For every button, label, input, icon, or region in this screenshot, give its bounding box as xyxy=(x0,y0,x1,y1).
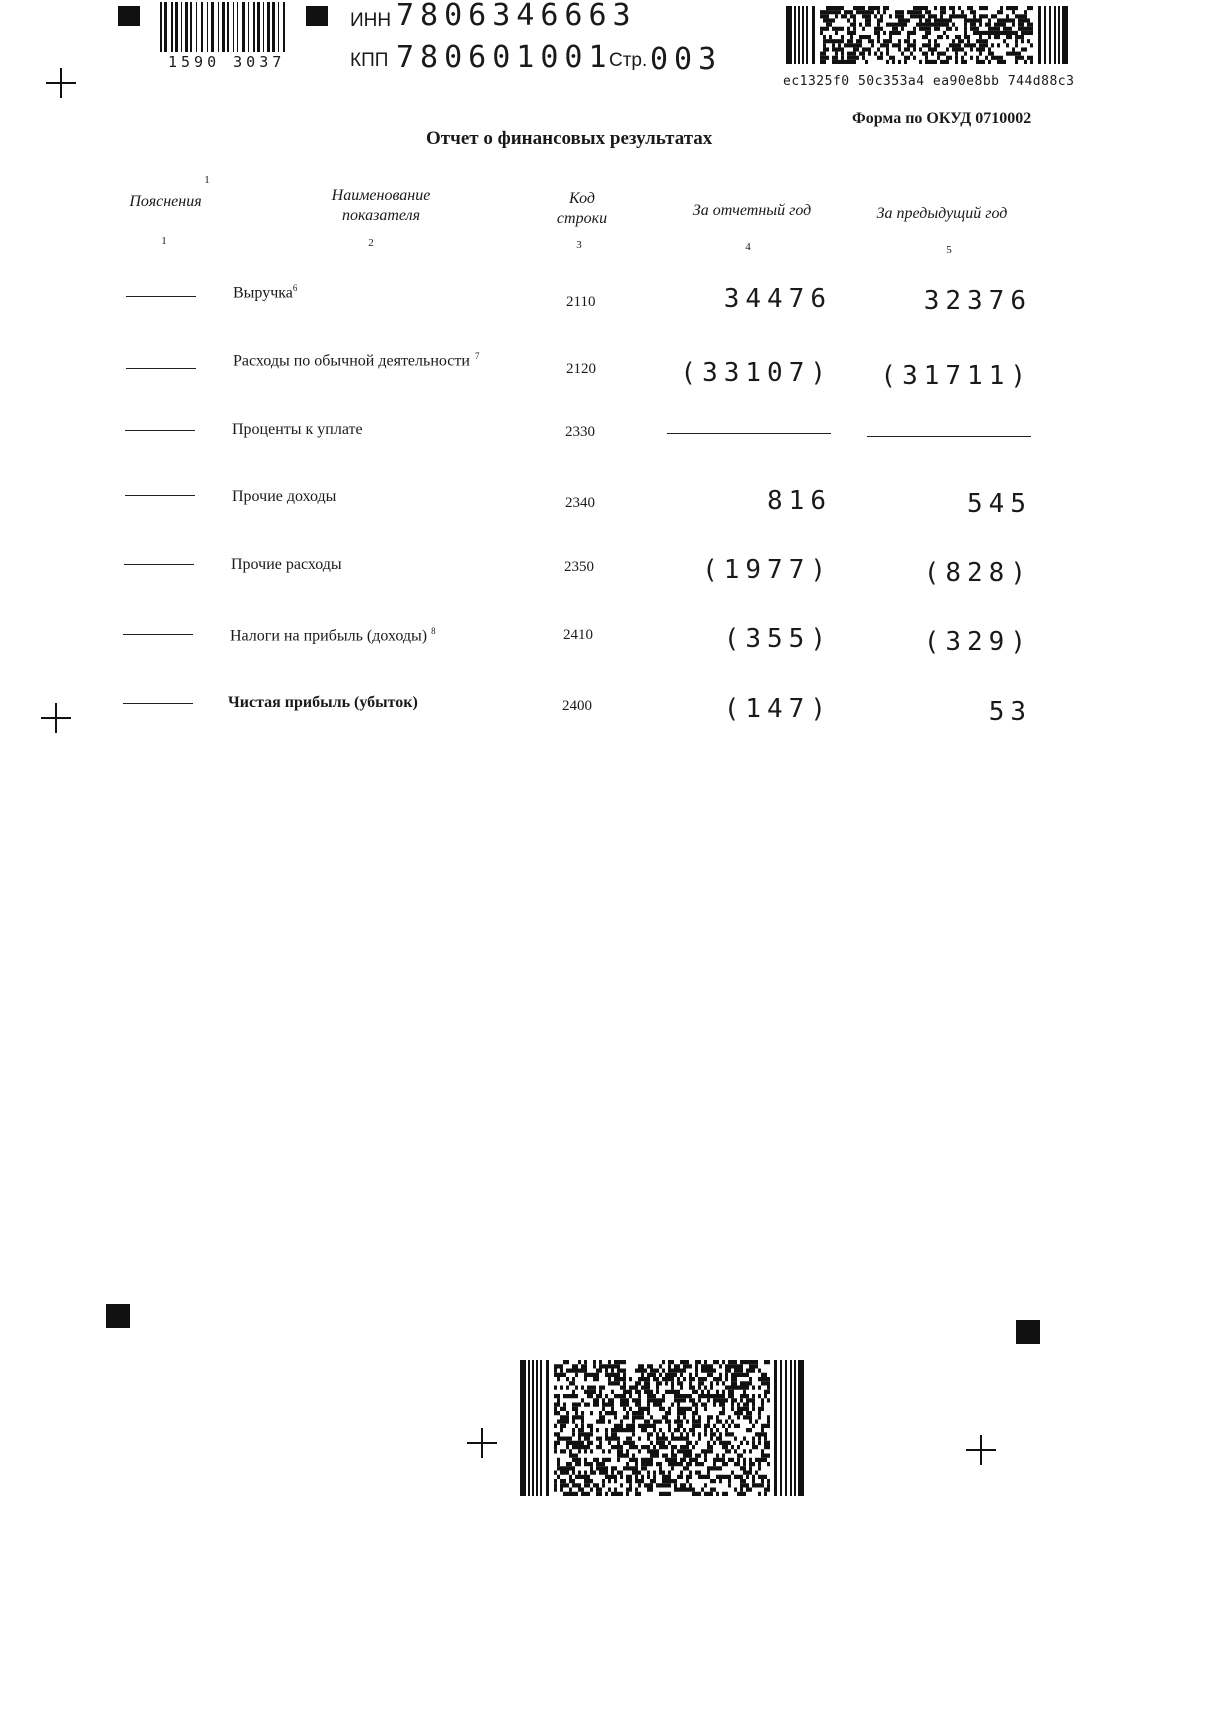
row-name-other-expenses: Прочие расходы xyxy=(231,556,342,573)
col-current-year-header: За отчетный год xyxy=(692,202,812,219)
row-previous-value: (828) xyxy=(923,558,1032,588)
row-current-value: (1977) xyxy=(702,555,832,585)
linear-barcode-top xyxy=(160,2,287,52)
footnote-marker: 6 xyxy=(292,283,298,293)
row-code: 2340 xyxy=(565,495,595,511)
inn-label: ИНН xyxy=(350,10,392,31)
row-current-value: (355) xyxy=(723,624,832,654)
pdf417-barcode-top xyxy=(786,6,1068,64)
row-current-value: 816 xyxy=(767,486,832,516)
row-code: 2110 xyxy=(566,294,596,310)
row-previous-value: 545 xyxy=(967,489,1032,519)
row-previous-value: 32376 xyxy=(923,286,1032,316)
document-hash: ec1325f0 50c353a4 ea90e8bb 744d88c3 xyxy=(783,74,1075,89)
barcode-number: 1590 3037 xyxy=(168,53,286,71)
explanation-dash xyxy=(125,430,195,431)
footnote-marker: 7 xyxy=(474,351,480,361)
explanation-dash xyxy=(126,368,196,369)
explanation-dash xyxy=(124,564,194,565)
row-previous-value: (329) xyxy=(923,627,1032,657)
row-name-net-profit: Чистая прибыль (убыток) xyxy=(228,694,418,711)
col-number-4: 4 xyxy=(745,241,751,253)
row-name-ordinary-expenses: Расходы по обычной деятельности $^7$ xyxy=(233,351,480,370)
crosshair-mark-top-left xyxy=(46,68,76,98)
col-number-2: 2 xyxy=(368,237,374,249)
row-code: 2410 xyxy=(563,627,593,643)
alignment-square-top-mid xyxy=(306,6,328,26)
report-title: Отчет о финансовых результатах xyxy=(426,128,713,149)
row-code: 2330 xyxy=(565,424,595,440)
col-explanations-label: Пояснения xyxy=(129,193,202,210)
explanation-dash xyxy=(123,703,193,704)
page-label: Стр. xyxy=(609,50,648,71)
col-number-1: 1 xyxy=(161,235,167,247)
footnote-marker: 8 xyxy=(431,626,436,636)
row-current-value: (147) xyxy=(723,694,832,724)
crosshair-mark-bottom-center xyxy=(467,1428,497,1458)
alignment-square-top-left xyxy=(118,6,140,26)
row-current-empty-line xyxy=(667,433,831,434)
col-explanations-header xyxy=(118,192,213,212)
row-previous-value: 53 xyxy=(988,697,1032,727)
col-number-5: 5 xyxy=(946,244,952,256)
alignment-square-bottom-left xyxy=(106,1304,130,1328)
kpp-label: КПП xyxy=(350,50,389,71)
row-previous-value: (31711) xyxy=(880,361,1032,391)
row-current-value: (33107) xyxy=(680,358,832,388)
explanation-dash xyxy=(125,495,195,496)
pdf417-barcode-bottom xyxy=(520,1360,804,1496)
inn-value: 7806346663 xyxy=(396,0,637,33)
col-previous-year-header: За предыдущий год xyxy=(876,205,1008,222)
page-number: 003 xyxy=(650,42,723,77)
kpp-value: 780601001 xyxy=(396,40,613,75)
row-code: 2350 xyxy=(564,559,594,575)
row-name-other-income: Прочие доходы xyxy=(232,488,337,505)
explanation-dash xyxy=(123,634,193,635)
crosshair-mark-left-mid xyxy=(41,703,71,733)
row-name-interest-payable: Проценты к уплате xyxy=(232,421,363,438)
form-okud-code: Форма по ОКУД 0710002 xyxy=(852,110,1032,127)
crosshair-mark-bottom-right xyxy=(966,1435,996,1465)
col-explanations-footnote: 1 xyxy=(204,174,210,186)
row-current-value: 34476 xyxy=(723,284,832,314)
row-name-revenue: Выручка$^6$ xyxy=(233,283,298,302)
row-previous-empty-line xyxy=(867,436,1031,437)
col-number-3: 3 xyxy=(576,239,582,251)
row-code: 2120 xyxy=(566,361,596,377)
alignment-square-bottom-right xyxy=(1016,1320,1040,1344)
row-name-income-tax: Налоги на прибыль (доходы) $^8$ xyxy=(230,626,436,645)
col-name-header: Наименование показателя xyxy=(331,187,431,224)
explanation-dash xyxy=(126,296,196,297)
row-code: 2400 xyxy=(562,698,592,714)
col-code-header: Код строки xyxy=(556,190,608,227)
